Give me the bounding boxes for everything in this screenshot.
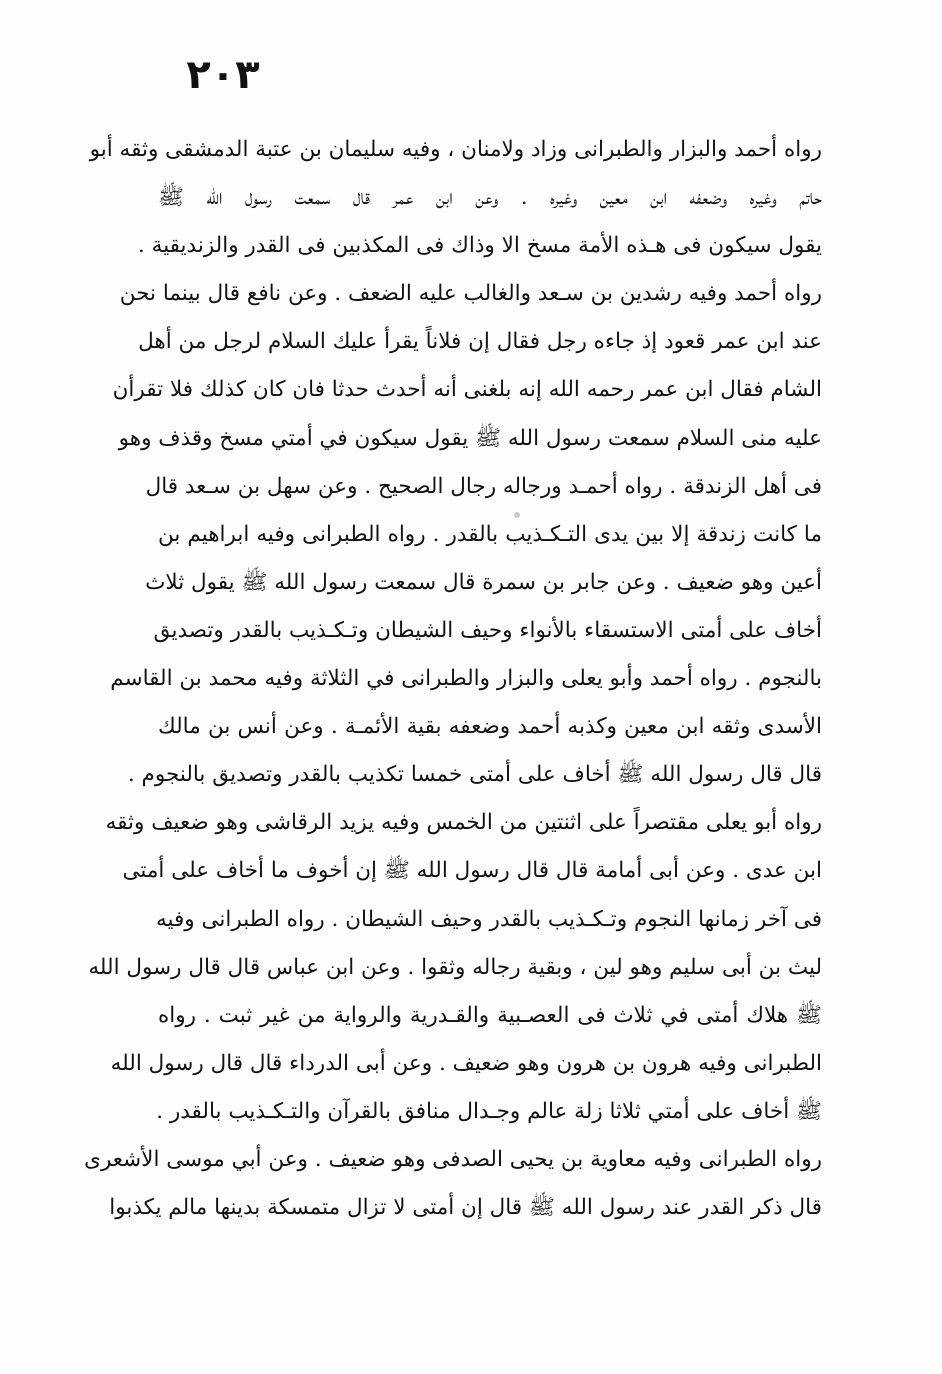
page-number: ٢٠٣ [186, 52, 260, 98]
text-line: ﷺ أخاف على أمتي ثلاثا زلة عالم وجـدال منافق بالقرآن والتـكـذيب بالقدر . [156, 1098, 822, 1124]
text-line: رواه أحمد والبزار والطبرانى وزاد ولامنان ، وفيه سليمان بن عتبة الدمشقى وثقه أبو [89, 137, 822, 162]
text-line: فى آخر زمانها النجوم وتـكـذيب بالقدر وحيف الشيطان . رواه الطبرانى وفيه [155, 906, 822, 932]
text-line: رواه الطبرانى وفيه معاوية بن يحيى الصدفى وهو ضعيف . وعن أبي موسى الأشعرى [84, 1146, 822, 1172]
text-line: الأسدى وثقه ابن معين وكذبه أحمد وضعفه بقية الأئمـة . وعن أنس بن مالك [158, 714, 822, 740]
text-line: أخاف على أمتى الاستسقاء بالأنواء وحيف الشيطان وتـكـذيب بالقدر وتصديق [153, 617, 822, 643]
text-line: عند ابن عمر قعود إذ جاءه رجل فقال إن فلاناً يقرأ عليك السلام لرجل من أهل [138, 329, 822, 355]
text-line: ابن عدى . وعن أبى أمامة قال قال رسول الله ﷺ إن أخوف ما أخاف على أمتى [122, 858, 822, 884]
text-line: رواه أبو يعلى مقتصراً على اثنتين من الخمس وفيه يزيد الرقاشى وهو ضعيف وثقه [105, 810, 822, 836]
text-line: ﷺ هلاك أمتى في ثلاث فى العصـبية والقـدرية والرواية من غير ثبت . رواه [158, 1002, 822, 1028]
text-line: الشام فقال ابن عمر رحمه الله إنه بلغنى أنه أحدث حدثا فان كان كذلك فلا تقرأن [112, 377, 822, 403]
text-line: ما كانت زندقة إلا بين يدى التـكـذيب بالقدر . رواه الطبرانى وفيه ابراهيم بن [158, 521, 822, 547]
text-line: ليث بن أبى سليم وهو لين ، وبقية رجاله وثقوا . وعن ابن عباس قال قال رسول الله [88, 954, 822, 980]
text-line: حاتم وغيره وضعفه ابن معين وغيره . وعن ابن عمر قال سمعت رسول الله ﷺ [158, 185, 822, 211]
body-text [84, 126, 822, 1232]
text-line: قال قال رسول الله ﷺ أخاف على أمتى خمسا تكذيب بالقدر وتصديق بالنجوم . [127, 762, 822, 788]
text-line: قال ذكر القدر عند رسول الله ﷺ قال إن أمتى لا تزال متمسكة بدينها مالم يكذبوا [109, 1195, 822, 1221]
text-line: أعين وهو ضعيف . وعن جابر بن سمرة قال سمعت رسول الله ﷺ يقول ثلاث [145, 569, 822, 595]
text-line: فى أهل الزندقة . رواه أحمـد ورجاله رجال الصحيح . وعن سهل بن سـعد قال [145, 473, 822, 499]
scan-speck [514, 512, 520, 518]
text-line: رواه أحمد وفيه رشدين بن سـعد والغالب عليه الضعف . وعن نافع قال بينما نحن [119, 281, 822, 307]
text-line: عليه منى السلام سمعت رسول الله ﷺ يقول سيكون في أمتي مسخ وقذف وهو [118, 425, 822, 451]
text-line: الطبرانى وفيه هرون بن هرون وهو ضعيف . وعن أبى الدرداء قال قال رسول الله [110, 1050, 822, 1076]
text-line: بالنجوم . رواه أحمد وأبو يعلى والبزار والطبرانى في الثلاثة وفيه محمد بن القاسم [110, 666, 822, 692]
text-line: يقول سيكون فى هـذه الأمة مسخ الا وذاك فى المكذبين فى القدر والزنديقية . [138, 233, 822, 259]
